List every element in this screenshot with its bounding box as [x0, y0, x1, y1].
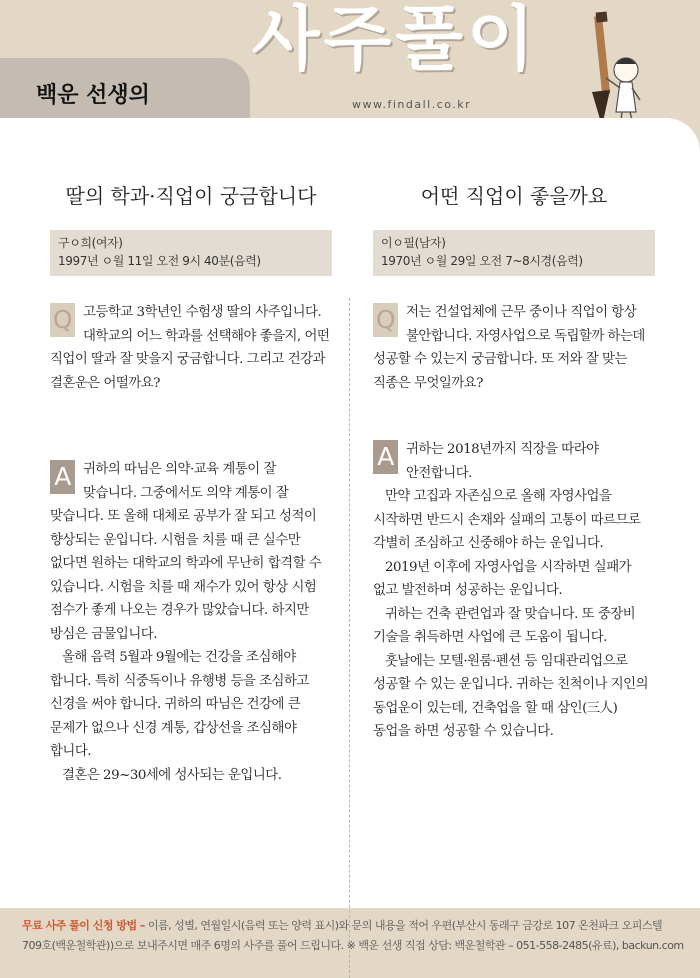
left-profile-birth: 1997년 ㅇ월 11일 오전 9시 40분(음력) — [58, 254, 261, 268]
left-column-title: 딸의 학과·직업이 궁금합니다 — [65, 184, 317, 208]
right-question — [373, 301, 655, 395]
footer-label: 무료 사주 풀이 신청 방법 – — [22, 919, 145, 932]
answer-badge-icon: A — [373, 440, 398, 474]
question-badge-icon: Q — [50, 303, 75, 337]
left-answer-paragraph: 결혼은 29~30세에 성사되는 운입니다. — [62, 767, 282, 783]
right-profile-birth: 1970년 ㅇ월 29일 오전 7~8시경(음력) — [381, 254, 583, 268]
right-answer — [373, 438, 655, 744]
left-answer-paragraph: 올해 음력 5월과 9월에는 건강을 조심해야 합니다. 특히 식중독이나 유행병 등을 조심하고 신경을 써야 합니다. 귀하의 따님은 건강에 큰 문제가 없으나 신경 계통, 갑상선을 조심해야 합니다. — [50, 650, 309, 759]
question-badge-icon: Q — [373, 303, 398, 337]
header-tab-label: 백운 선생의 — [36, 83, 150, 108]
left-profile — [50, 230, 332, 276]
article-card — [0, 118, 700, 908]
answer-badge-icon: A — [50, 460, 75, 494]
right-answer-paragraph: 훗날에는 모텔·원룸·펜션 등 임대관리업으로 성공할 수 있는 운입니다. 귀하는 친척이나 지인의 동업운이 있는데, 건축업을 할 때 삼인(三人) 동업을 하면 성공할 수 있습니다. — [373, 653, 649, 739]
footer-text: 이름, 성별, 연월일시(음력 또는 양력 표시)와 문의 내용을 적어 우편(부산시 동래구 금강로 107 온천파크 오피스텔 709호(백운철학관))으로 보내주시면 매주 6명의 사주를 풀어 드립니다. ※ 백운 선생 직접 상담: 백운철학관 – 051-558-2485(유료), backun.com — [22, 919, 684, 952]
right-question-text: 저는 건설업체에 근무 중이나 직업이 항상 불안합니다. 자영사업으로 독립할까 하는데 성공할 수 있는지 궁금합니다. 또 저와 잘 맞는 직종은 무엇일까요? — [373, 305, 645, 391]
right-answer-paragraph: 귀하는 2018년까지 직장을 따라야 안전합니다. — [406, 442, 599, 481]
footer-notice — [0, 906, 700, 978]
column-divider — [349, 298, 350, 978]
left-profile-name: 구ㅇ희(여자) — [58, 236, 123, 250]
right-answer-paragraph: 만약 고집과 자존심으로 올해 자영사업을 시작하면 반드시 손재와 실패의 고통이 따르므로 각별히 조심하고 신중해야 하는 운입니다. — [373, 489, 641, 551]
right-profile-name: 이ㅇ필(남자) — [381, 236, 446, 250]
right-answer-paragraph: 귀하는 건축 관련업과 잘 맞습니다. 또 중장비 기술을 취득하면 사업에 큰 도움이 됩니다. — [373, 606, 636, 645]
left-question — [50, 301, 332, 395]
left-answer — [50, 458, 332, 787]
left-answer-paragraph: 귀하의 따님은 의약·교육 계통이 잘 맞습니다. 그중에서도 의약 계통이 잘 맞습니다. 또 올해 대체로 공부가 잘 되고 성적이 향상되는 운입니다. 시험을 치를 때 큰 실수만 없다면 원하는 대학교의 학과에 무난히 합격할 수 있습니다. 시험을 치를 때 재수가 있어 항상 시험 점수가 좋게 나오는 경우가 많았습니다. 하지만 방심은 금물입니다. — [50, 462, 322, 642]
site-url: www.findall.co.kr — [352, 98, 472, 111]
right-column-title: 어떤 직업이 좋을까요 — [420, 184, 608, 208]
right-profile — [373, 230, 655, 276]
left-question-text: 고등학교 3학년인 수험생 딸의 사주입니다. 대학교의 어느 학과를 선택해야 좋을지, 어떤 직업이 딸과 잘 맞을지 궁금합니다. 그리고 건강과 결혼운은 어떨까요? — [50, 305, 330, 391]
page-title: 사주풀이 — [252, 0, 539, 80]
right-answer-paragraph: 2019년 이후에 자영사업을 시작하면 실패가 없고 발전하며 성공하는 운입니다. — [373, 559, 632, 598]
